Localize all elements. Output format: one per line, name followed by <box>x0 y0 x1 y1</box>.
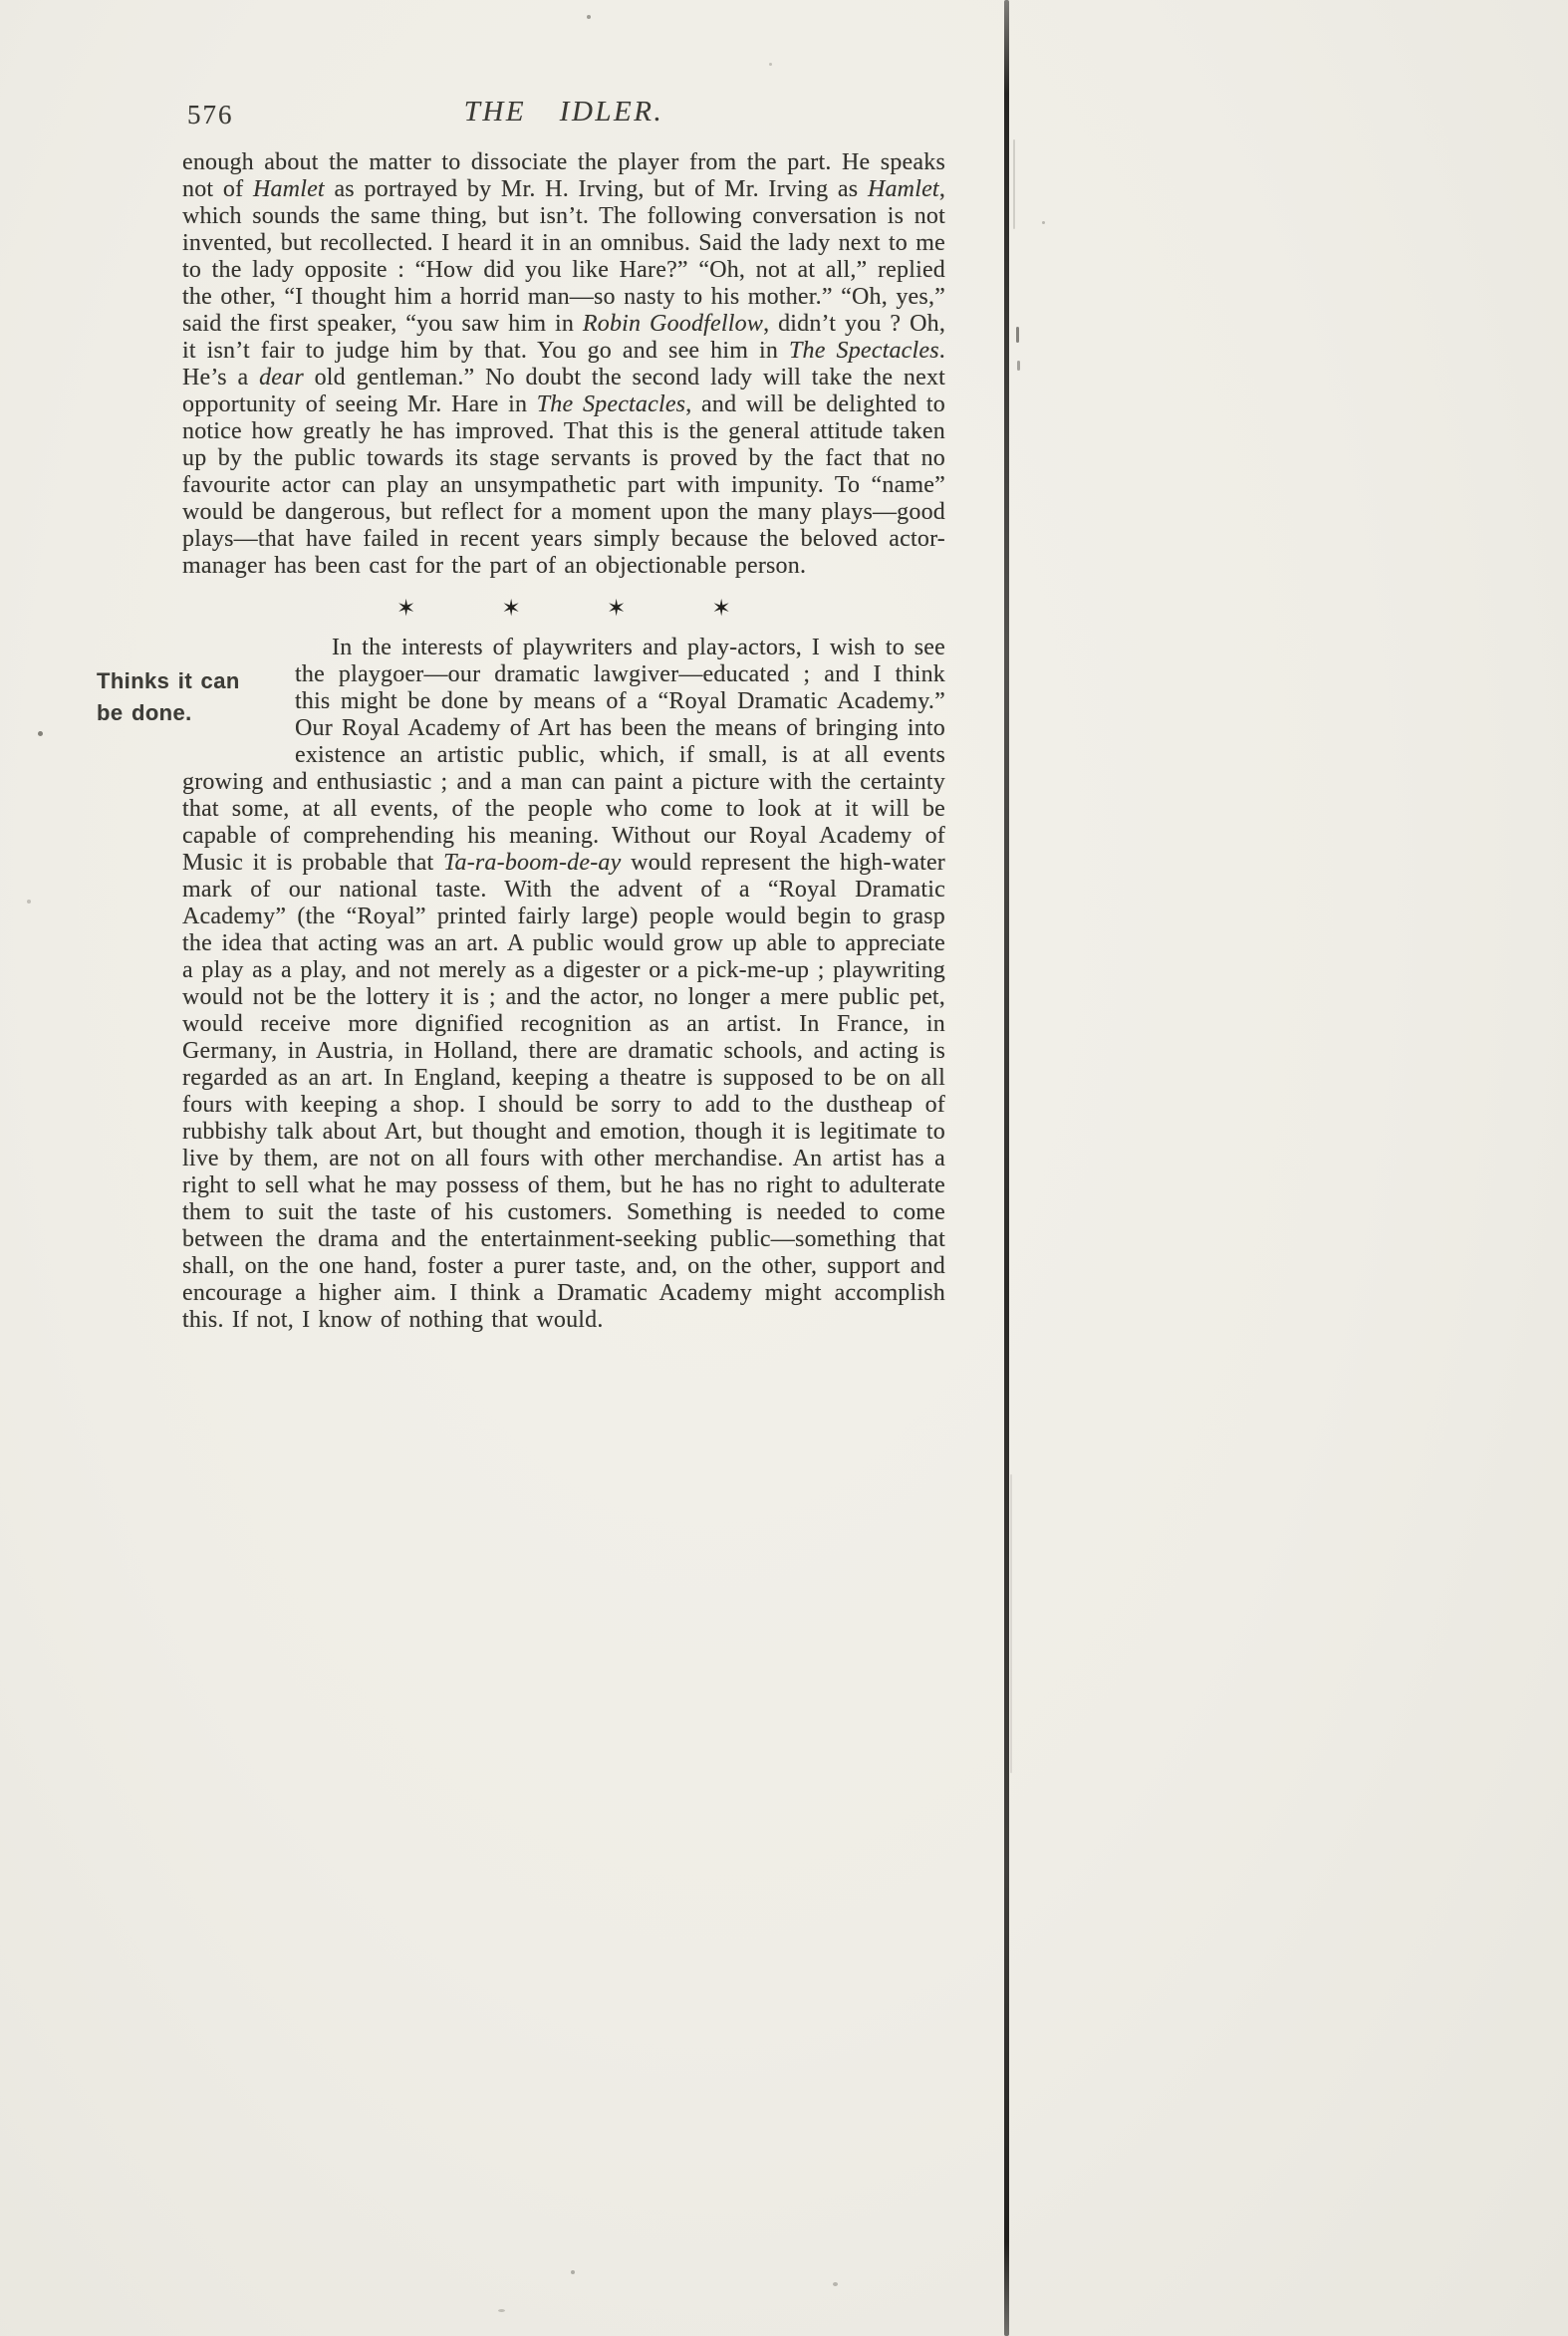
scan-speck <box>38 731 43 736</box>
star-icon: ✶ <box>607 596 627 622</box>
scan-speck <box>1042 221 1045 224</box>
scan-mark <box>1010 1474 1012 1773</box>
body-paragraph-1: enough about the matter to dissociate the player from the part. He speaks not of Hamlet as portrayed by Mr. H. Irving, but of Mr. Irving as Hamlet, which sounds the same thing, but isn’t. The following conversation is not invented, but recollected. I heard it in an omnibus. Said the lady next to me to the lady opposite : “How did you like Hare?” “Oh, not at all,” replied the other, “I thought him a horrid man—so nasty to his mother.” “Oh, yes,” said the first speaker, “you saw him in Robin Goodfellow, didn’t you ? Oh, it isn’t fair to judge him by that. You go and see him in The Spectacles. He’s a dear old gentleman.” No doubt the second lady will take the next opportunity of seeing Mr. Hare in The Spectacles, and will be delighted to notice how greatly he has improved. That this is the general attitude taken up by the public towards its stage servants is proved by the fact that no favourite actor can play an unsympathetic part with impunity. To “name” would be dangerous, but reflect for a moment upon the many plays—good plays—that have failed in recent years simply because the beloved actor-manager has been cast for the part of an objectionable person. <box>182 149 946 579</box>
star-icon: ✶ <box>711 596 731 622</box>
scan-speck <box>571 2270 575 2274</box>
paragraph-text: In the interests of playwriters and play-actors, I wish to see the playgoer—our dramatic lawgiver—educated ; and I think this might be done by means of a “Royal Dramatic Academy.” Our Royal Academy of Art has been the means of bringing into existence an artistic public, which, if small, is at all events growing and enthusiastic ; and a man can paint a picture with the certainty that some, at all events, of the people who come to look at it will be capable of comprehending his meaning. Without our Royal Academy of Music it is probable that Ta-ra-boom-de-ay would represent the high-water mark of our national taste. With the advent of a “Royal Dramatic Academy” (the “Royal” printed fairly large) people would begin to grasp the idea that acting was an art. A public would grow up able to appreciate a play as a play, and not merely as a digester or a pick-me-up ; playwriting would not be the lottery it is ; and the actor, no longer a mere public pet, would receive more dignified recognition as an artist. In France, in Germany, in Austria, in Holland, there are dramatic schools, and acting is regarded as an art. In England, keeping a theatre is supposed to be on all fours with keeping a shop. I should be sorry to add to the dustheap of rubbishy talk about Art, but thought and emotion, though it is legitimate to live by them, are not on all fours with other merchandise. An artist has a right to sell what he may possess of them, but he has no right to adulterate them to suit the taste of his customers. Something is needed to come between the drama and the entertainment-seeking public—something that shall, on the one hand, foster a purer taste, and, on the other, support and encourage a higher aim. I think a Dramatic Academy might accomplish this. If not, I know of nothing that would. <box>182 635 945 1333</box>
scan-speck <box>833 2282 838 2286</box>
margin-note: Thinks it can be done. <box>97 668 240 725</box>
scan-mark <box>1016 327 1019 343</box>
star-icon: ✶ <box>396 596 416 622</box>
body-paragraph-2 <box>97 635 945 1334</box>
scan-edge-line <box>1004 0 1009 2336</box>
scan-mark <box>1017 361 1020 371</box>
star-icon: ✶ <box>501 596 521 622</box>
running-title: THE IDLER. <box>463 96 664 128</box>
scan-speck <box>587 15 591 19</box>
text-column <box>97 149 946 1334</box>
section-separator <box>182 596 945 623</box>
scan-speck <box>498 2309 505 2312</box>
page-number: 576 <box>187 100 234 130</box>
scan-speck <box>769 63 772 66</box>
scan-mark <box>1013 139 1015 229</box>
scan-speck <box>27 900 31 904</box>
